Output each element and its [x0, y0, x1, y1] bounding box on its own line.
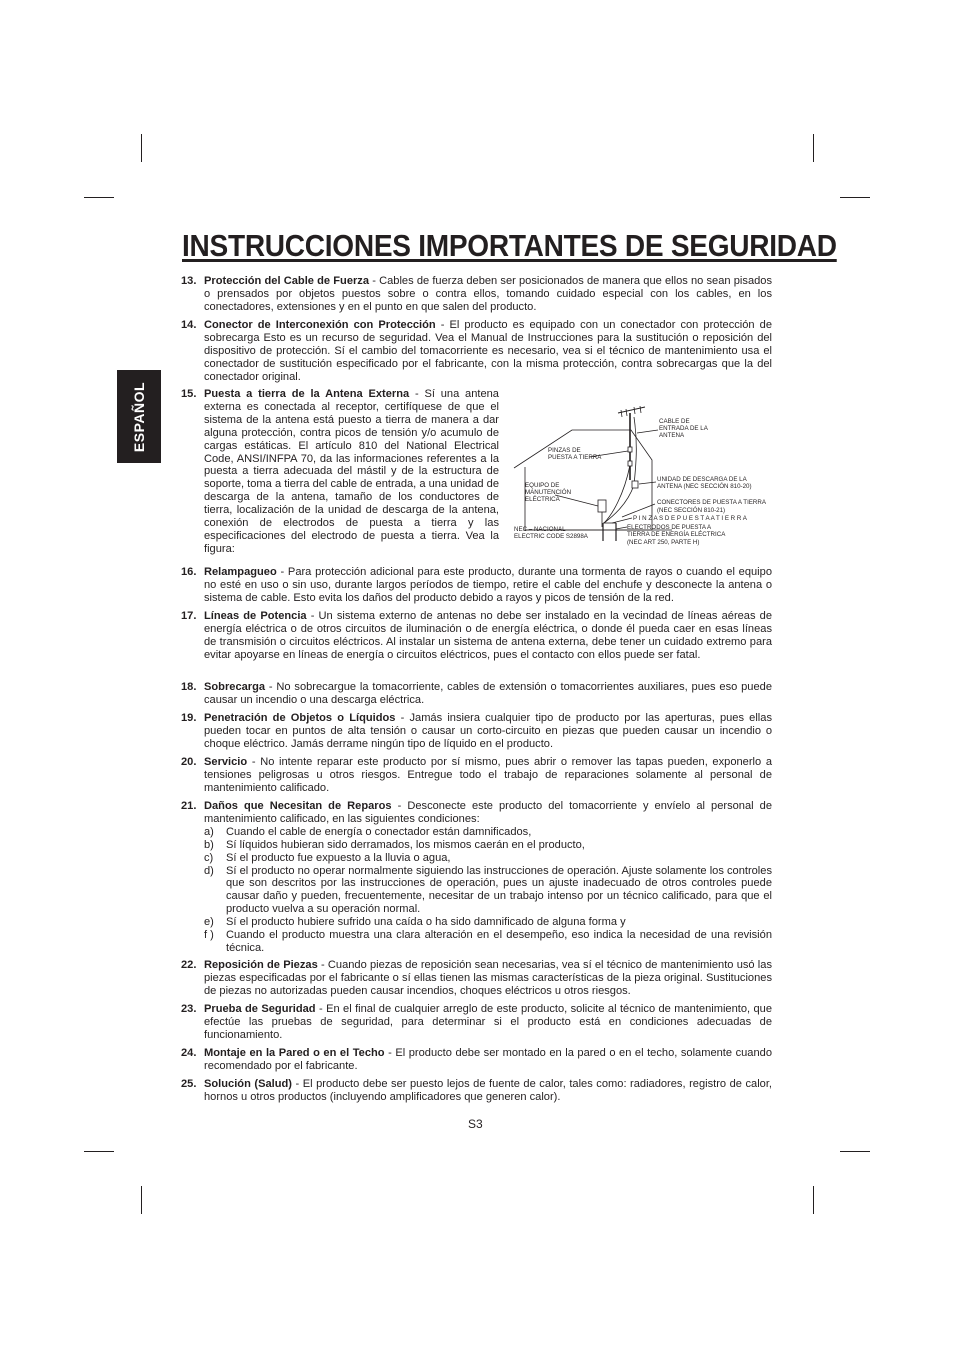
item-heading: Puesta a tierra de la Antena Externa [204, 388, 410, 400]
item-number: 21. [181, 800, 197, 812]
item-number: 24. [181, 1047, 197, 1059]
list-item [181, 319, 772, 384]
list-item [181, 681, 772, 707]
label-cable: ANTENA [659, 432, 685, 439]
sub-item-letter: d) [204, 864, 214, 877]
item-text: - El producto es equipado con un conectador con protección de sobrecarga Esto es un recurso de seguridad. Vea el Manual de Instrucciones para la sustitución o reposición del dispositivo de protección. Sí el cambio del tomacorriente es necesario, vea si el técnico de mantenimiento usa el conectador de sustitución especificado por el fabricante, con la misma protección, contra sobrecargas que la del conectador original. [204, 319, 773, 383]
label-discharge-unit: ANTENA (NEC SECCIÓN 810-20) [657, 483, 752, 490]
item-text: - Cables de fuerza deben ser posicionados de manera que ellos no sean pisados o prensados por objetos puestos sobre o contra ellos, tomando cuidado especial con los cables, en los conectadores, extensiones y en el punto en que salen del producto. [204, 275, 772, 313]
antenna-element [640, 406, 641, 413]
sub-item-letter: e) [204, 916, 214, 929]
label-nec: ELECTRIC CODE S2898A [514, 533, 588, 540]
item-heading: Sobrecarga [204, 681, 266, 693]
item-heading: Prueba de Seguridad [204, 1003, 316, 1015]
item-number: 17. [181, 610, 197, 622]
item-heading: Protección del Cable de Fuerza [204, 275, 370, 287]
item-text: - En el final de cualquier arreglo de este producto, solicite al técnico de mantenimiento, que efectúe las pruebas de seguridad, para determinar si el producto está en condiciones adecuadas de funcionamiento. [204, 1003, 772, 1041]
ground-clamp-top [628, 447, 632, 452]
ground-wire [604, 465, 630, 523]
label-cable: CABLE DE [659, 418, 690, 425]
discharge-unit [632, 481, 638, 488]
item-heading: Servicio [204, 756, 248, 768]
item-number: 16. [181, 566, 197, 578]
sub-item-text: Sí el producto hubiere sufrido una caída o ha sido damnificado de alguna forma y [226, 916, 626, 929]
antenna-grounding-diagram [512, 405, 774, 555]
item-text: - Un sistema externo de antenas no debe ser instalado en la vecindad de líneas aéreas de energía eléctrica o de otros circuitos de iluminación o de energía eléctrica, o donde él pueda caer en esas líneas de transmisión o circuitos eléctricos. Al instalar un sistema de antena externa, debe tener un cuidado extremo para evitar apoyarse en líneas de energía o circuitos eléctricos, pues el contacto con ellos puede ser fatal. [204, 610, 772, 661]
item-text: - No intente reparar este producto por sí mismo, pues abrir o remover las tapas pueden, exponerlo a tensiones peligrosas u otros riesgos. Entregue todo el trabajo de reparaciones solamente al personal de mantenimiento calificado. [204, 756, 772, 794]
sub-item [204, 865, 772, 917]
label-ground-clamps: P I N Z A S D E P U E S T A A T I E R R A [633, 515, 747, 522]
sub-item-text: Sí el producto no operar normalmente siguiendo las instrucciones de operación. Ajuste solamente los controles que son descritos por las instrucciones de operación, pues un ajuste inadecuado de otros controles puede causar daño y pueden, frecuentemente, necesitar de un trabajo intenso por un técnico calificado, para que el producto vuelva a su operación normal. [226, 864, 772, 916]
item-number: 25. [181, 1078, 197, 1090]
item-number: 14. [181, 319, 197, 331]
item-text: - Para protección adicional para este producto, durante una tormenta de rayos o cuando el equipo no esté en uso o sin uso, durante largos períodos de tiempo, retire el cable del enchufe y desconecte la antena o sistema de cable. Esto evita los daños del producto debido a rayos y picos de tensión de la red. [204, 566, 772, 604]
lead-in-cable [634, 417, 636, 485]
item-heading: Daños que Necesitan de Reparos [204, 800, 392, 812]
list-item [181, 388, 499, 556]
sub-item-text: Sí líquidos hubieran sido derramados, los mismos caerán en el producto, [226, 838, 585, 851]
item-text: - Cuando piezas de reposición sean necesarias, vea sí el técnico de mantenimiento usó las piezas especificadas por el fabricante o sí ellas tienen las mismas características de la pieza original. Sustituciones de piezas no autorizadas pueden causar incendios, choques eléctricos u otros riesgos. [204, 959, 772, 997]
item-heading: Montaje en la Pared o en el Techo [204, 1047, 385, 1059]
item-number: 22. [181, 959, 197, 971]
service-equipment-box [598, 500, 606, 512]
crop-mark [813, 134, 814, 162]
sub-item-letter: b) [204, 838, 214, 851]
leader-line [612, 518, 632, 523]
label-connectors: CONECTORES DE PUESTA A TIERRA [657, 499, 766, 506]
language-tab [117, 370, 161, 463]
crop-mark [84, 197, 114, 198]
list-item [181, 800, 772, 955]
item-number: 19. [181, 712, 197, 724]
item-text: - El producto debe ser puesto lejos de fuente de calor, tales como: radiadores, registro de calor, hornos u otros productos (incluyendo amplificadores que generen calor). [204, 1078, 772, 1103]
item-text: - Desconecte este producto del tomacorriente y envíelo al personal de mantenimiento calificado, en las siguientes condiciones: [204, 800, 772, 825]
item-heading: Conector de Interconexión con Protección [204, 319, 436, 331]
label-electrodes: TIERRA DE ENERGÍA ELÉCTRICA [627, 531, 726, 538]
crop-mark [141, 1186, 142, 1214]
item-number: 15. [181, 388, 197, 400]
crop-mark [813, 1186, 814, 1214]
sub-item [204, 916, 772, 929]
crop-mark [84, 1151, 114, 1152]
crop-mark [840, 197, 870, 198]
page-title: INSTRUCCIONES IMPORTANTES DE SEGURIDAD [182, 228, 837, 263]
label-nec: NEC – NACIONAL [514, 526, 566, 533]
list-item [181, 610, 772, 662]
item-heading: Solución (Salud) [204, 1078, 292, 1090]
leader-line [637, 430, 658, 433]
item-text: - Sí una antena externa es conectada al receptor, certifíquese de que el sistema de la antena está puesto a tierra de manera a dar alguna protección, contra picos de tensión y/o acumulo de cargas estáticas. El artículo 810 del National Electrical Code, ANSI/INFPA 70, da las informaciones referentes a la puesta a tierra adecuada del mástil y de la estructura de soporte, toma a tierra del cable de entrada, a una unidad de descarga de la antena, tamaño de los conductores de tierra, localización de la unidad de descarga de la antena, conexión de electrodos de puesta a tierra y las especificaciones del electrodo de puesta a tierra. Vea la figura: [204, 388, 499, 555]
item-text: - No sobrecargue la tomacorriente, cables de extensión o tomacorrientes auxiliares, pues eso puede causar un incendio o una descarga eléctrica. [204, 681, 772, 706]
label-cable: ENTRADA DE LA [659, 425, 708, 432]
sub-item [204, 826, 772, 839]
house-outline [514, 430, 652, 530]
sub-item-text: Sí el producto fue expuesto a la lluvia o agua, [226, 851, 451, 864]
leader-line [555, 495, 598, 506]
list-item [181, 1003, 772, 1042]
crop-mark [141, 134, 142, 162]
sub-item-text: Cuando el producto muestra una clara alteración en el desempeño, eso indica la necesidad de una revisión técnica. [226, 929, 772, 954]
label-electrodes: (NEC ART 250, PARTE H) [627, 539, 700, 546]
item-number: 18. [181, 681, 197, 693]
sub-item [204, 839, 772, 852]
label-equipment: ELÉCTRICA [525, 496, 560, 503]
label-clamps: PINZAS DE [548, 447, 581, 454]
list-item [181, 712, 772, 751]
item-number: 23. [181, 1003, 197, 1015]
sub-item [204, 929, 772, 955]
list-item [181, 959, 772, 998]
sub-item [204, 852, 772, 865]
leader-line [616, 527, 627, 529]
sub-item-letter: f ) [204, 929, 214, 942]
item-heading: Reposición de Piezas [204, 959, 318, 971]
item-number: 20. [181, 756, 197, 768]
item-text: - Jamás insiera cualquier tipo de producto por las aperturas, pues ellas pueden tocar en puntos de alta tensión o causar un corto-circuito en piezas que pueden causar un incendio o choque eléctrico. Jamás derrame ningún tipo de líquido en el producto. [204, 712, 772, 750]
list-item [181, 1047, 772, 1073]
antenna-element [626, 409, 627, 416]
sub-item-letter: c) [204, 851, 214, 864]
sub-item-text: Cuando el cable de energía o conectador están damnificados, [226, 825, 532, 838]
label-connectors: (NEC SECCIÓN 810-21) [657, 507, 726, 514]
item-heading: Penetración de Objetos o Líquidos [204, 712, 396, 724]
label-discharge-unit: UNIDAD DE DESCARGA DE LA [657, 476, 747, 483]
language-tab-label: ESPAÑOL [131, 381, 147, 452]
list-item [181, 1078, 772, 1104]
label-equipment: EQUIPO DE [525, 482, 560, 489]
sub-item-letter: a) [204, 825, 214, 838]
label-equipment: MANUTENCIÓN [525, 489, 572, 496]
list-item [181, 756, 772, 795]
label-electrodes: ELECTRODOS DE PUESTA A [627, 524, 712, 531]
page-number: S3 [468, 1117, 483, 1131]
leader-line [639, 482, 656, 484]
antenna-element [634, 407, 635, 414]
item-heading: Relampagueo [204, 566, 277, 578]
ground-clamp-mid [628, 461, 632, 466]
item-heading: Líneas de Potencia [204, 610, 307, 622]
crop-mark [840, 1151, 870, 1152]
item-number: 13. [181, 275, 197, 287]
antenna-element [621, 410, 622, 417]
list-item [181, 275, 772, 314]
list-item [181, 566, 772, 605]
label-clamps: PUESTA A TIERRA [548, 454, 602, 461]
item-text: - El producto debe ser montado en la pared o en el techo, solamente cuando recomendado por el fabricante. [204, 1047, 772, 1072]
